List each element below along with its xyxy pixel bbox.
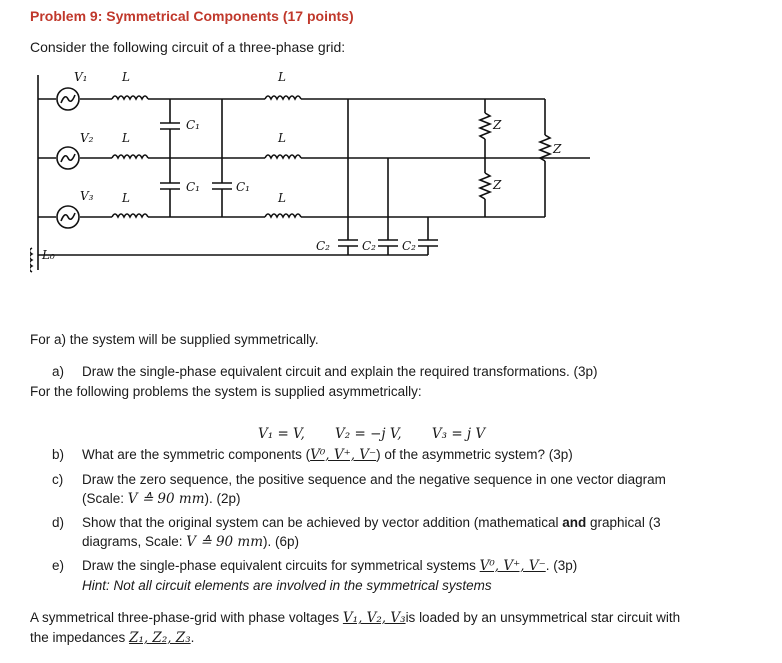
label-l-2: L bbox=[122, 131, 130, 145]
part-c-line2-pre: (Scale: bbox=[82, 491, 128, 506]
label-l-5: L bbox=[278, 131, 286, 145]
inductor-l-4-icon bbox=[265, 96, 301, 99]
part-a bbox=[52, 362, 756, 381]
label-l-1: L bbox=[122, 70, 130, 84]
part-e-text-post: . (3p) bbox=[545, 558, 578, 573]
label-c1-1: C₁ bbox=[186, 118, 200, 132]
closing-impedances: Z₁, Z₂, Z₃ bbox=[129, 630, 191, 646]
label-z-3: Z bbox=[553, 142, 562, 156]
part-d bbox=[52, 513, 756, 552]
part-e bbox=[52, 556, 756, 595]
impedance-z-1-icon bbox=[480, 113, 490, 139]
label-l-3: L bbox=[122, 191, 130, 205]
part-b-text-pre: What are the symmetric components ( bbox=[82, 447, 311, 462]
part-c-line1: Draw the zero sequence, the positive sequence and the negative sequence in one vector diagram bbox=[82, 472, 666, 487]
part-b-components: V⁰, V⁺, V⁻ bbox=[310, 447, 377, 463]
closing-line1-pre: A symmetrical three-phase-grid with phase voltages bbox=[30, 610, 343, 625]
inductor-l0-icon bbox=[30, 248, 32, 272]
voltage-definitions bbox=[258, 426, 511, 442]
intro-text: Consider the following circuit of a three-phase grid: bbox=[30, 39, 346, 55]
inductor-l-1-icon bbox=[112, 96, 148, 99]
inductor-l-5-icon bbox=[265, 155, 301, 158]
inductor-l-3-icon bbox=[112, 214, 148, 217]
part-d-line1-bold: and bbox=[562, 515, 587, 530]
part-c-scale: V ≙ 90 mm bbox=[127, 491, 205, 507]
impedance-z-2-icon bbox=[480, 173, 490, 199]
part-d-label: d) bbox=[52, 515, 65, 530]
label-v3: V₃ bbox=[80, 189, 94, 203]
inductor-l-6-icon bbox=[265, 214, 301, 217]
label-v2: V₂ bbox=[80, 131, 94, 145]
part-b-label: b) bbox=[52, 447, 65, 462]
label-c1-3: C₁ bbox=[236, 180, 250, 194]
label-c2-3: C₂ bbox=[402, 239, 416, 253]
part-e-label: e) bbox=[52, 558, 65, 573]
asym-intro: For the following problems the system is supplied asymmetrically: bbox=[30, 384, 422, 399]
part-e-components: V⁰, V⁺, V⁻ bbox=[479, 558, 546, 574]
part-d-line2-post: ). (6p) bbox=[263, 534, 300, 549]
label-z-1: Z bbox=[493, 118, 502, 132]
part-d-line1-pre: Show that the original system can be achieved by vector addition (mathematical bbox=[82, 515, 563, 530]
label-l0: L₀ bbox=[42, 248, 55, 262]
closing-line2-pre: the impedances bbox=[30, 630, 130, 645]
part-a-text: Draw the single-phase equivalent circuit and explain the required transformations. (3p) bbox=[82, 364, 598, 379]
label-c2-2: C₂ bbox=[362, 239, 376, 253]
part-b-text-post: ) of the asymmetric system? (3p) bbox=[376, 447, 573, 462]
part-c-line2-post: ). (2p) bbox=[204, 491, 241, 506]
impedance-z-3-icon bbox=[540, 135, 550, 161]
closing-voltages: V₁, V₂, V₃ bbox=[342, 610, 406, 626]
part-a-intro: For a) the system will be supplied symmetrically. bbox=[30, 332, 319, 347]
part-e-text-pre: Draw the single-phase equivalent circuits for symmetrical systems bbox=[82, 558, 480, 573]
label-l-4: L bbox=[278, 70, 286, 84]
inductor-l-2-icon bbox=[112, 155, 148, 158]
label-c2-1: C₂ bbox=[316, 239, 330, 253]
part-a-label: a) bbox=[52, 364, 65, 379]
part-c bbox=[52, 470, 756, 509]
three-phase-circuit-diagram bbox=[30, 65, 730, 290]
problem-title: Problem 9: Symmetrical Components (17 points) bbox=[30, 8, 354, 24]
voltage-v2: V₂ = −j V, bbox=[335, 426, 402, 442]
part-e-hint: Hint: Not all circuit elements are involved in the symmetrical systems bbox=[82, 578, 492, 593]
voltage-v1: V₁ = V, bbox=[258, 426, 305, 442]
label-c1-2: C₁ bbox=[186, 180, 200, 194]
part-d-line1-post: graphical (3 bbox=[586, 515, 661, 530]
closing-line1-post: is loaded by an unsymmetrical star circuit with bbox=[405, 610, 681, 625]
part-d-scale: V ≙ 90 mm bbox=[186, 534, 264, 550]
label-l-6: L bbox=[278, 191, 286, 205]
part-b bbox=[52, 445, 756, 465]
label-z-2: Z bbox=[493, 178, 502, 192]
part-c-label: c) bbox=[52, 472, 64, 487]
voltage-v3: V₃ = j V bbox=[431, 426, 486, 442]
closing-line2-post: . bbox=[190, 630, 195, 645]
part-d-line2-pre: diagrams, Scale: bbox=[82, 534, 187, 549]
closing-paragraph bbox=[30, 608, 760, 648]
label-v1: V₁ bbox=[74, 70, 88, 84]
